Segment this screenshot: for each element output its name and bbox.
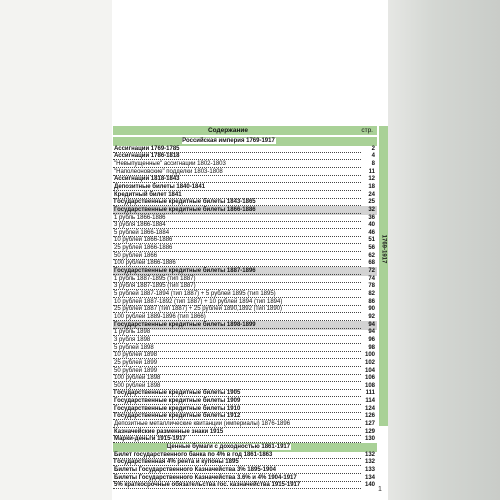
toc-entry-text: 1 рубль 1866-1886	[114, 214, 166, 221]
toc-entry-page: 86	[368, 298, 375, 305]
toc-entry-text: Государственные кредитные билеты 1909	[114, 398, 241, 405]
toc-entry-text: Российская империя 1769-1917	[182, 138, 275, 144]
toc-entry-text: 25 рублей 1887 (тип 1887) + 25 рублей 1890,1892 (тип 1890)	[114, 306, 283, 313]
toc-entry-text: "Невыпущенные" ассигнации 1802-1803	[114, 160, 226, 167]
toc-entry-text: 1 рубль 1887-1895 (тип 1887)	[114, 275, 196, 282]
toc-entry-page: 40	[368, 222, 375, 229]
toc-entry-page: 36	[368, 214, 375, 221]
side-tab-label-wrap	[379, 230, 388, 270]
toc-entry-text: Депозитные билеты 1840-1841	[114, 183, 206, 190]
toc-entry-text: Ассигнации 1818-1843	[114, 176, 180, 183]
toc-entry-page: 72	[368, 268, 375, 275]
toc-entry-page: 51	[368, 237, 375, 244]
toc-entry-text: 500 рублей 1898	[114, 382, 161, 389]
toc-entry-page: 82	[368, 291, 375, 297]
toc-entry-text: 5 рублей 1887-1894 (тип 1887) + 5 рублей 1895 (тип 1895)	[114, 291, 276, 297]
toc-header	[113, 126, 377, 135]
toc-entry-text: Государственные кредитные билеты 1910	[114, 405, 241, 412]
toc-entry-page: 108	[364, 382, 375, 389]
toc-entry-text: 25 рублей 1866-1886	[114, 245, 173, 252]
toc-entry-text: 3 рубля 1898	[114, 336, 151, 343]
toc-entry-page: 130	[364, 436, 375, 443]
toc-entry-text: Государственные кредитные билеты 1898-1899	[114, 321, 256, 328]
toc-entry-page: 68	[368, 260, 375, 267]
toc-entry-text: 5 рублей 1866-1884	[114, 229, 170, 236]
toc-entry-text: Государственные кредитные билеты 1887-1896	[114, 268, 256, 275]
toc-entry-text: Ассигнации 1769-1785	[114, 145, 180, 152]
toc-entry-text: Государственные кредитные билеты 1843-1865	[114, 199, 256, 206]
toc-entry-page: 32	[368, 206, 375, 213]
toc-entry-text: 100 рублей 1889-1896 (тип 1866)	[114, 313, 206, 320]
toc-title: Содержание	[207, 127, 249, 134]
toc-entry-page: 126	[364, 413, 375, 420]
toc-entry-text: Билеты Государственного Казначейства 3.6% и 4% 1904-1917	[114, 474, 297, 481]
side-tab	[379, 126, 388, 426]
toc-entry-page: 2	[371, 145, 375, 152]
toc-entry-page: 134	[364, 474, 375, 481]
page-number: 1	[378, 486, 382, 493]
toc-entry-page: 133	[364, 466, 375, 473]
toc-entry-text: Государственные кредитные билеты 1905	[114, 390, 241, 397]
toc-entry-text: 50 рублей 1866	[114, 252, 158, 259]
toc-entry-page: 18	[368, 183, 375, 190]
toc-entry-page: 62	[368, 252, 375, 259]
toc-entry-page: 98	[368, 344, 375, 351]
toc-entry-text: 10 рублей 1898	[114, 352, 158, 359]
toc-entry-page: 74	[368, 275, 375, 282]
toc-entry-page: 24	[368, 191, 375, 198]
toc-entry-text: 50 рублей 1899	[114, 367, 158, 374]
toc-entry-page: 94	[368, 329, 375, 336]
toc-entry-text: Кредитный билет 1841	[114, 191, 182, 198]
toc-entry-text: 10 рублей 1887-1892 (тип 1887) + 10 рублей 1894 (тип 1894)	[114, 298, 283, 305]
toc-entry-page: 100	[364, 352, 375, 359]
toc-entry-page: 102	[364, 359, 375, 366]
toc-entry-text: Депозитные металлические квитанции (империалы) 1876-1896	[114, 421, 291, 428]
background-right	[388, 0, 500, 500]
toc-entry-page: 132	[364, 451, 375, 458]
toc-entry-text: Билеты Государственного Казначейства 3% 1895-1904	[114, 466, 276, 473]
toc-entry-text: Государственная 4% рента и купоны 1895	[114, 459, 239, 466]
toc-entry-text: "Наполеоновские" подделки 1803-1808	[114, 168, 223, 175]
toc-entry-title	[114, 481, 301, 490]
toc-entry-text: Ассигнации 1786-1818	[114, 153, 180, 160]
toc-entry-page: 46	[368, 229, 375, 236]
toc-entry-page: 129	[364, 428, 375, 435]
toc-entry-page: 127	[364, 421, 375, 428]
toc-entry-page: 111	[365, 390, 375, 397]
toc-entry-page: 96	[368, 336, 375, 343]
toc-entry-page: 56	[368, 245, 375, 252]
toc-entry-page: 92	[368, 313, 375, 320]
toc-page-column-label: стр.	[361, 127, 373, 134]
toc-entry-page: 140	[364, 482, 375, 489]
toc-entry-text: Государственные кредитные билеты 1866-1886	[114, 206, 256, 213]
toc-entry-text: 3 рубля 1866-1884	[114, 222, 166, 229]
toc-entry-text: 5% краткосрочные обязательства гос. казначейства 1915-1917	[114, 482, 301, 489]
toc-entry-page: 12	[368, 176, 375, 183]
background-left	[0, 0, 112, 500]
toc-entry-text: Билет государственного банка по 4% в год 1861-1863	[114, 451, 273, 458]
side-tab-label: 1769-1917	[380, 234, 387, 264]
toc-entry[interactable]	[113, 481, 377, 490]
toc-entry-text: 3 рубля 1887-1895 (тип 1887)	[114, 283, 196, 290]
toc-entry-page: 90	[368, 306, 375, 313]
toc-entry-page: 25	[368, 199, 375, 206]
toc-entry-text: 100 рублей 1898	[114, 375, 161, 382]
toc-entry-text: Государственные кредитные билеты 1912	[114, 413, 241, 420]
toc-entry-page: 106	[364, 375, 375, 382]
toc-entry-page: 114	[365, 398, 375, 405]
toc-entry-page: 94	[368, 321, 375, 328]
toc-entry-page: 78	[368, 283, 375, 290]
toc-entry-page: 104	[364, 367, 375, 374]
toc-entry-text: 10 рублей 1866-1886	[114, 237, 173, 244]
toc-entry-text: 100 рублей 1866-1886	[114, 260, 176, 267]
toc-entry-text: Марки-деньги 1915-1917	[114, 436, 186, 443]
toc-entry-text: Ценные бумаги с доходностью 1861-1917	[166, 444, 291, 450]
toc-entry-page: 8	[371, 160, 375, 167]
toc-entry-text: 25 рублей 1899	[114, 359, 158, 366]
toc-entry-text: 5 рублей 1898	[114, 344, 154, 351]
toc-entry-page: 132	[364, 459, 375, 466]
toc-entry-page: 11	[368, 168, 375, 175]
toc-entry-text: Казначейские разменные знаки 1915	[114, 428, 224, 435]
toc-entry-text: 1 рубль 1898	[114, 329, 151, 336]
toc-entry-page: 4	[371, 153, 375, 160]
toc-entry-page: 124	[364, 405, 375, 412]
